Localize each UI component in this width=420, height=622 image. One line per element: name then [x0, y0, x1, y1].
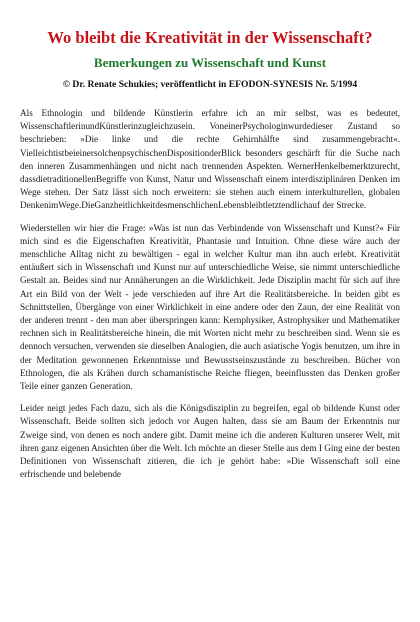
paragraph-3: Leider neigt jedes Fach dazu, sich als die Königsdisziplin zu begreifen, egal ob bildende Kunst oder Wissenschaft. Beide sollten sich jedoch vor Augen halten, dass sie am Baum der Erkenntnis nur Zweige sind, von denen es noch andere gibt. Damit meine ich die anderen Kulturen unserer Welt, mit ihren ganz eigenen Ansichten über die Welt. Ich möchte an dieser Stelle aus dem I Ging eine der besten Definitionen von Wissenschaft zitieren, die ich je gehört habe: »Die Wissenschaft soll eine erfrischende und belebende — [20, 403, 400, 480]
author-credit: © Dr. Renate Schukies; veröffentlicht in EFODON-SYNESIS Nr. 5/1994 — [62, 79, 358, 90]
document-page — [0, 28, 420, 622]
paragraph-2: Wiederstellen wir hier die Frage: »Was ist nun das Verbindende von Wissenschaft und Kunst?« Für mich sind es die Eigenschaften Kreativität, Phantasie und Intuition. Ohne diese wäre auch der menschliche Alltag nicht zu bewältigen - egal in welcher Kultur man ihn auch erlebt. Kreativität entäußert sich in Wissenschaft und Kunst nur auf unterschiedliche Weise, sie nimmt unterschiedliche Gestalt an. Beides sind nur Annäherungen an die Wirklichkeit. Jede Disziplin macht für sich auf ihre Art ein Bild von der Welt - jede verschieden auf ihre Art die Realitätsbereiche. In beiden gibt es Schnittstellen, Übergänge von einer Wirklichkeit in eine andere oder den Zaun, der eine Realität von der anderen trennt - den man aber überspringen kann: Kernphysiker, Astrophysiker und Mathematiker rechnen sich in Realitätsbereiche hinein, die mit Worten nicht mehr zu beschreiben sind. Wenn sie es dennoch versuchen, verwenden sie dieselben Analogien, die auch asiatische Yogis benutzen, um ihre in der Meditation gewonnenen Erkenntnisse und Bewusstseinszustände zu beschreiben. Bücher von Ethnologen, die als Krähen durch schamanistische Reiche fliegen, beeinflussten das Denken großer Teile einer ganzen Generation. — [20, 222, 400, 392]
paragraph-1: Als Ethnologin und bildende Künstlerin erfahre ich an mir selbst, was es bedeutet, WissenschaftlerinundKünstlerinzugleichzusein. VoneinerPsychologinwurdedieser Zustand so beschrieben: »Die linke und die rechte Gehirnhälfte sind zusammengebracht«. VielleichtistbeieinersolchenpsychischenDispositionderBlick besonders geschärft für die Suche nach den inneren Zusammenhängen und nicht nach trennenden Aspekten. WernerHenkelbemerktzurecht, dassdietraditionellenBegriffe von Kunst, Natur und Wissenschaft einem interdisziplinären Denken im Wege stehen. Der Satz lässt sich noch erweitern: sie stehen auch einem interkulturellen, globalen DenkenimWege.DieGanzheitlichkeitdesmenschlichenLebensbleibtletztendlichauf der Strecke. — [20, 108, 400, 211]
page-title: Wo bleibt die Kreativität in der Wissenschaft? — [47, 28, 373, 47]
article-body — [20, 107, 400, 481]
page-subtitle: Bemerkungen zu Wissenschaft und Kunst — [93, 55, 327, 70]
